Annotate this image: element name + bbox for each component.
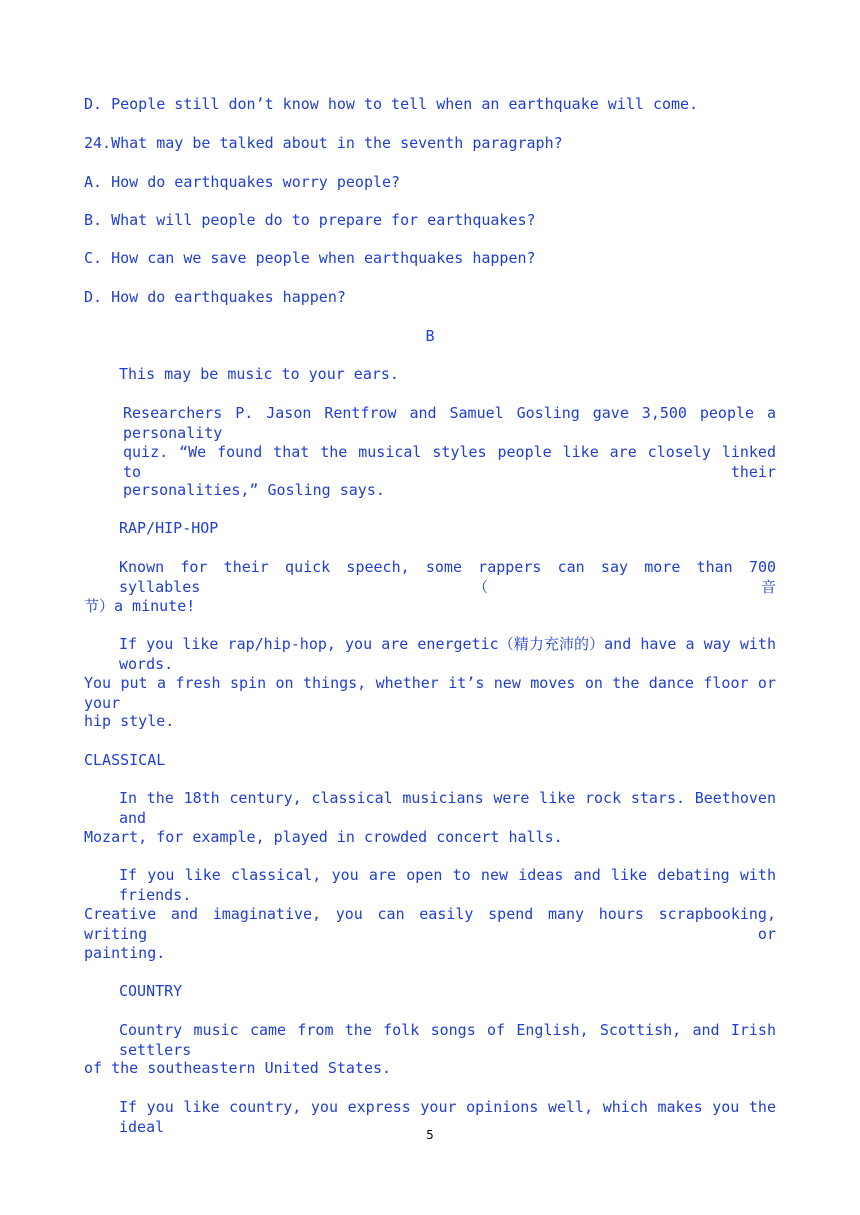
q24-option-b: B. What will people do to prepare for earthquakes? — [84, 211, 536, 229]
q24-option-c: C. How can we save people when earthquakes happen? — [84, 249, 536, 267]
q24-stem: 24.What may be talked about in the seventh paragraph? — [84, 134, 563, 152]
section-title-rap: RAP/HIP-HOP — [119, 519, 219, 537]
q24-option-a: A. How do earthquakes worry people? — [84, 173, 401, 191]
classical-para2-line-3: painting. — [84, 944, 166, 962]
q23-option-d: D. People still don’t know how to tell when an earthquake will come. — [84, 95, 699, 113]
q24-option-d: D. How do earthquakes happen? — [84, 288, 346, 306]
rap-para1-line-2: 节）a minute! — [84, 597, 196, 615]
country-para2-line-1: If you like country, you express your opinions well, which makes you the ideal — [119, 1098, 776, 1136]
passage-intro: This may be music to your ears. — [119, 365, 399, 383]
classical-para2-line-1: If you like classical, you are open to new ideas and like debating with friends. — [119, 866, 776, 904]
section-title-classical: CLASSICAL — [84, 751, 166, 769]
rap-para2-line-3: hip style. — [84, 712, 175, 730]
classical-para1-line-2: Mozart, for example, played in crowded concert halls. — [84, 828, 563, 846]
section-title-country: COUNTRY — [119, 982, 183, 1000]
page-number: 5 — [426, 1128, 434, 1142]
country-para1-line-2: of the southeastern United States. — [84, 1059, 392, 1077]
rap-para1-line-1: Known for their quick speech, some rappers can say more than 700 syllables（音 — [119, 558, 776, 596]
research-line-2: quiz. “We found that the musical styles people like are closely linked to their — [123, 443, 776, 481]
classical-para1-line-1: In the 18th century, classical musicians were like rock stars. Beethoven and — [119, 789, 776, 827]
research-line-3: personalities,” Gosling says. — [123, 481, 385, 499]
country-para1-line-1: Country music came from the folk songs of English, Scottish, and Irish settlers — [119, 1021, 776, 1059]
passage-heading: B — [425, 327, 435, 345]
rap-para2-line-2: You put a fresh spin on things, whether it’s new moves on the dance floor or your — [84, 674, 776, 712]
classical-para2-line-2: Creative and imaginative, you can easily spend many hours scrapbooking, writing or — [84, 905, 776, 943]
rap-para2-line-1: If you like rap/hip-hop, you are energetic（精力充沛的）and have a way with words. — [119, 635, 776, 673]
research-line-1: Researchers P. Jason Rentfrow and Samuel Gosling gave 3,500 people a personality — [123, 404, 776, 442]
